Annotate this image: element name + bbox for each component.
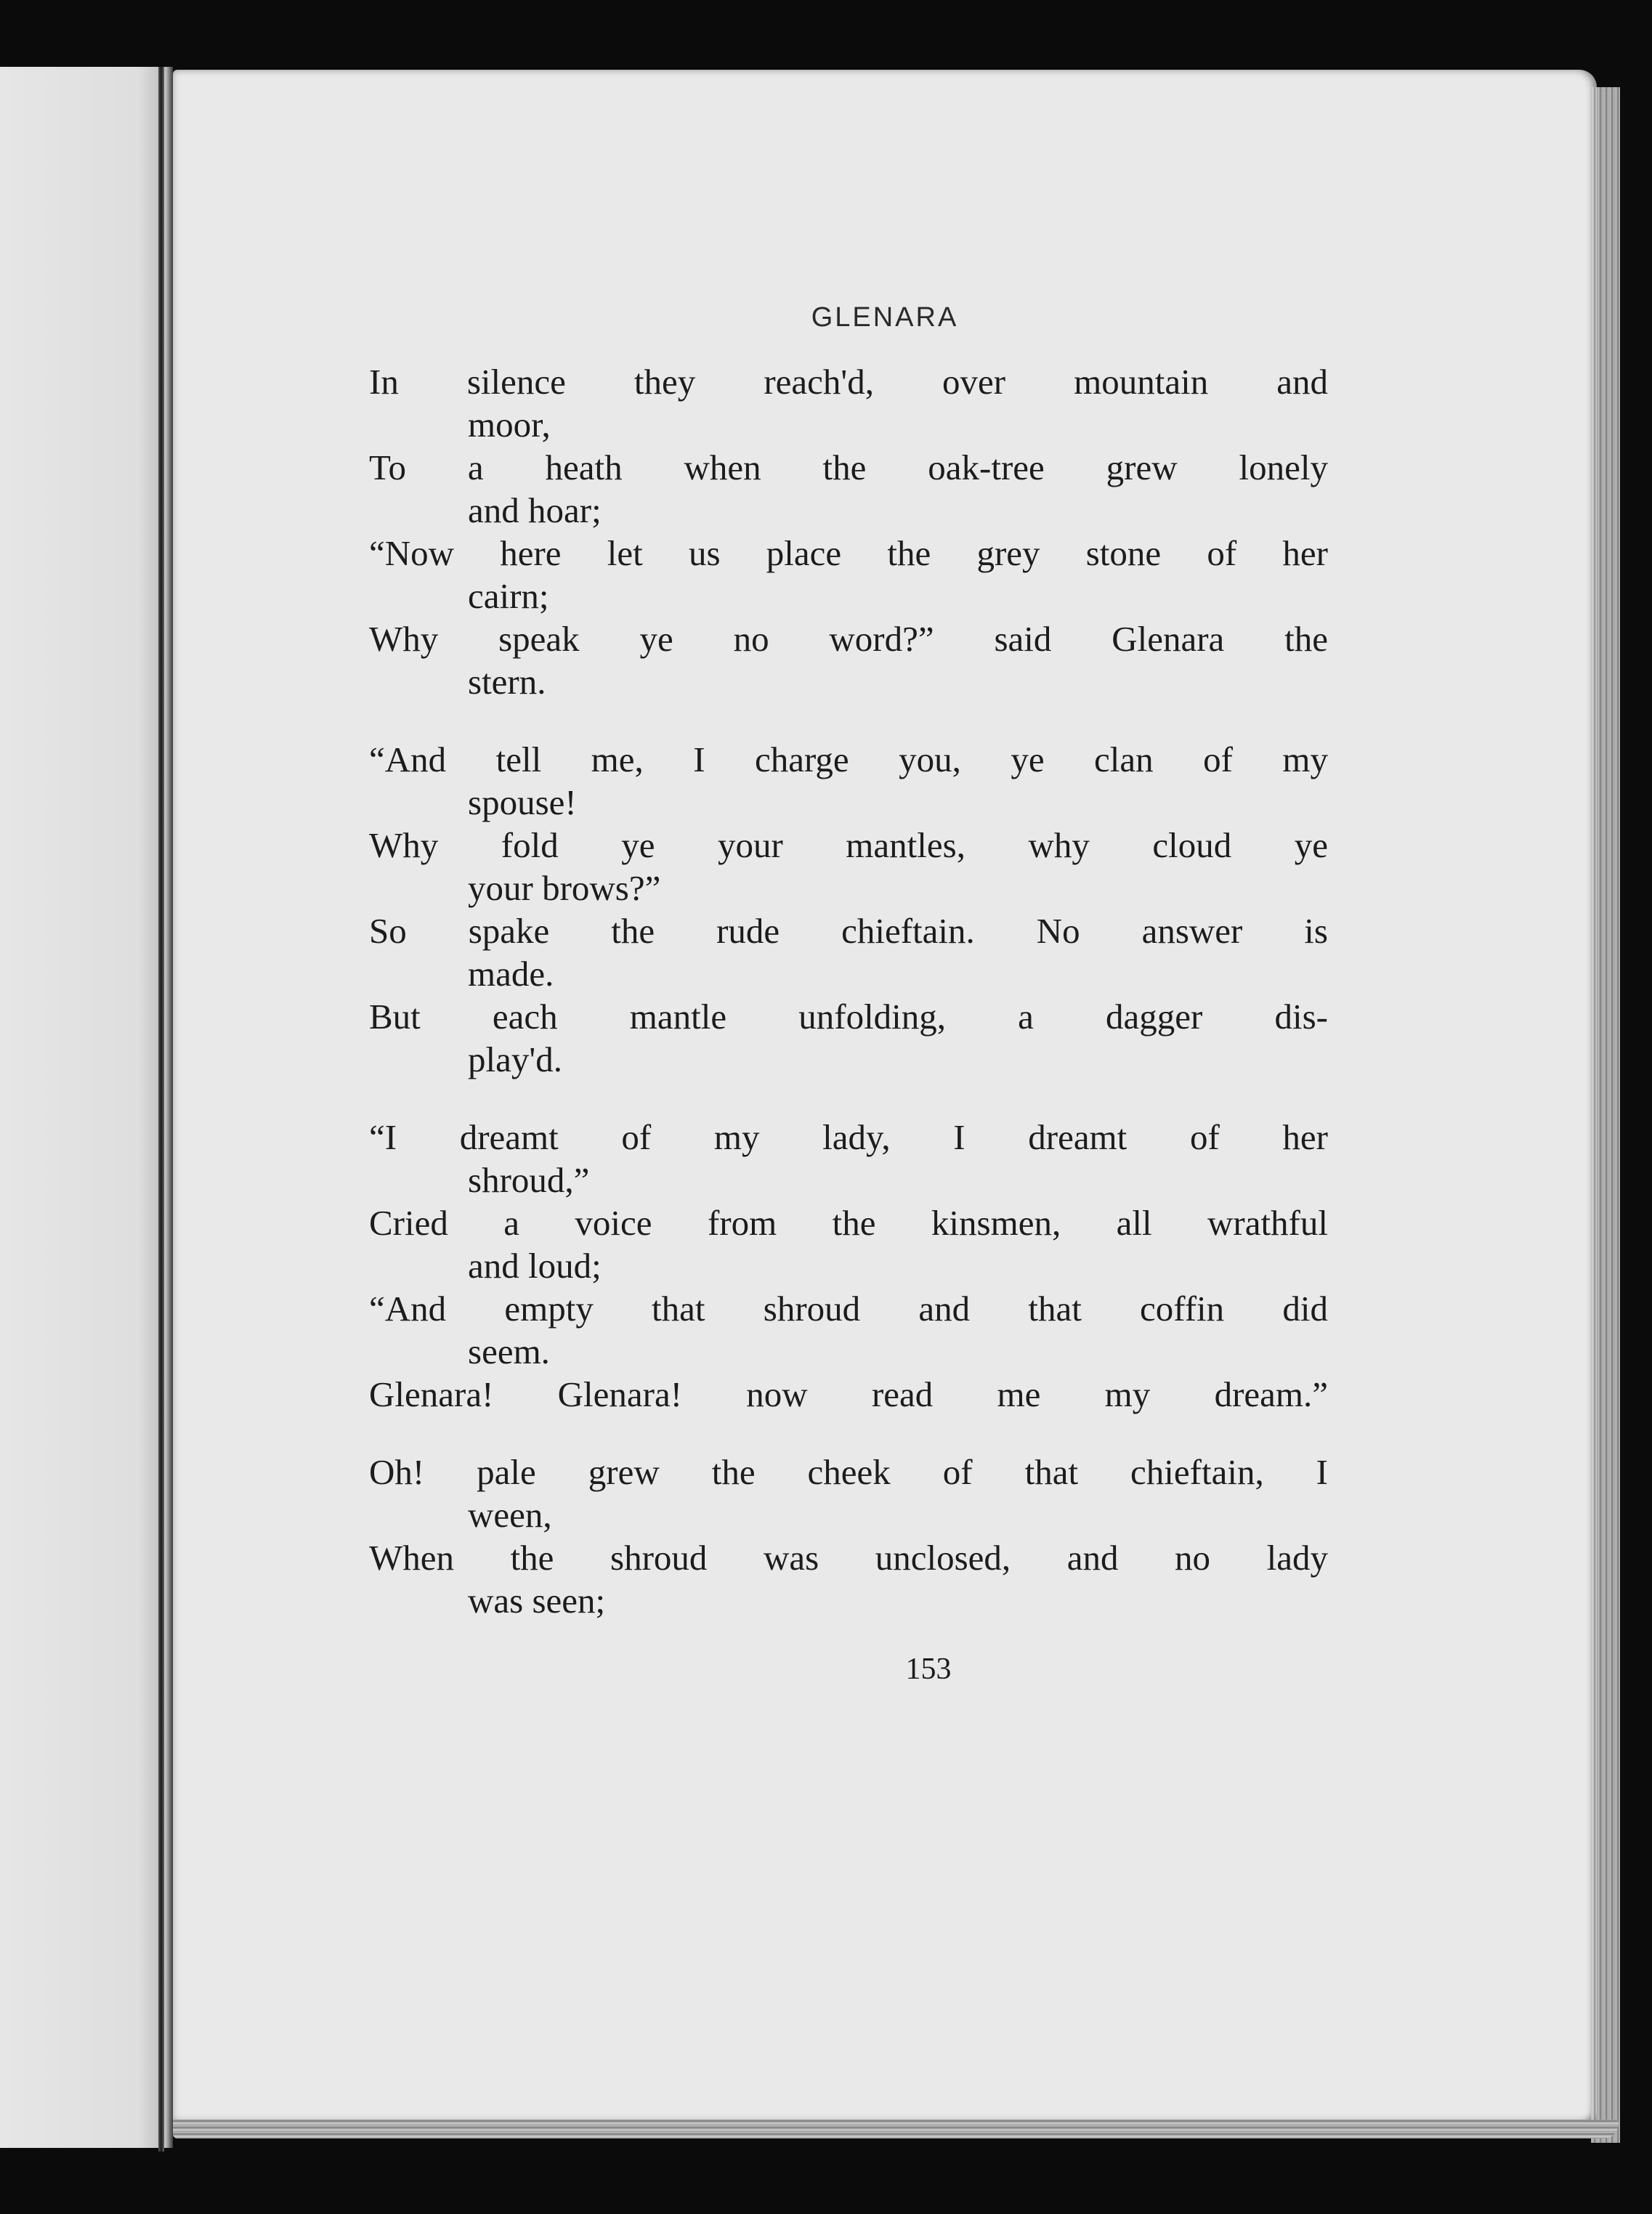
verse-line: Oh! pale grew the cheek of that chieftain, I <box>369 1452 1328 1492</box>
verse-line-continuation: your brows?” <box>468 868 661 908</box>
verse-line: Cried a voice from the kinsmen, all wrathful <box>369 1203 1328 1243</box>
previous-page-edge <box>0 67 173 2148</box>
verse-line: “And empty that shroud and that coffin did <box>369 1289 1328 1329</box>
book-page <box>173 70 1597 2125</box>
verse-line: When the shroud was unclosed, and no lady <box>369 1538 1328 1578</box>
stanza <box>369 738 1328 1081</box>
verse-line: Why speak ye no word?” said Glenara the <box>369 619 1328 659</box>
stanza <box>369 360 1328 703</box>
verse-line-continuation: and loud; <box>468 1246 602 1286</box>
verse-line: Glenara! Glenara! now read me my dream.” <box>369 1374 1328 1414</box>
page-stack-right-edge <box>1591 87 1620 2143</box>
verse-line: But each mantle unfolding, a dagger dis- <box>369 997 1328 1037</box>
verse-line-continuation: was seen; <box>468 1581 606 1621</box>
book-gutter <box>158 67 164 2152</box>
verse-line-continuation: ween, <box>468 1495 552 1535</box>
verse-line-continuation: seem. <box>468 1331 550 1371</box>
page-stack-bottom-edge <box>173 2120 1619 2138</box>
verse-line: “Now here let us place the grey stone of her <box>369 533 1328 573</box>
verse-line-continuation: and hoar; <box>468 490 602 530</box>
verse-line: “I dreamt of my lady, I dreamt of her <box>369 1117 1328 1157</box>
verse-line: “And tell me, I charge you, ye clan of my <box>369 739 1328 779</box>
running-head: GLENARA <box>811 302 959 333</box>
stanza <box>369 1451 1328 1622</box>
verse-line: In silence they reach'd, over mountain and <box>369 362 1328 402</box>
verse-line-continuation: moor, <box>468 405 551 445</box>
verse-line-continuation: shroud,” <box>468 1160 590 1200</box>
stanza <box>369 1116 1328 1416</box>
verse-line: So spake the rude chieftain. No answer is <box>369 911 1328 951</box>
verse-line: To a heath when the oak-tree grew lonely <box>369 447 1328 487</box>
page-number: 153 <box>905 1653 952 1686</box>
verse-line-continuation: play'd. <box>468 1039 562 1079</box>
verse-line-continuation: stern. <box>468 662 546 702</box>
poem-text <box>369 360 1328 1657</box>
verse-line-continuation: made. <box>468 954 554 994</box>
verse-line: Why fold ye your mantles, why cloud ye <box>369 825 1328 865</box>
verse-line-continuation: spouse! <box>468 782 577 822</box>
verse-line-continuation: cairn; <box>468 576 549 616</box>
